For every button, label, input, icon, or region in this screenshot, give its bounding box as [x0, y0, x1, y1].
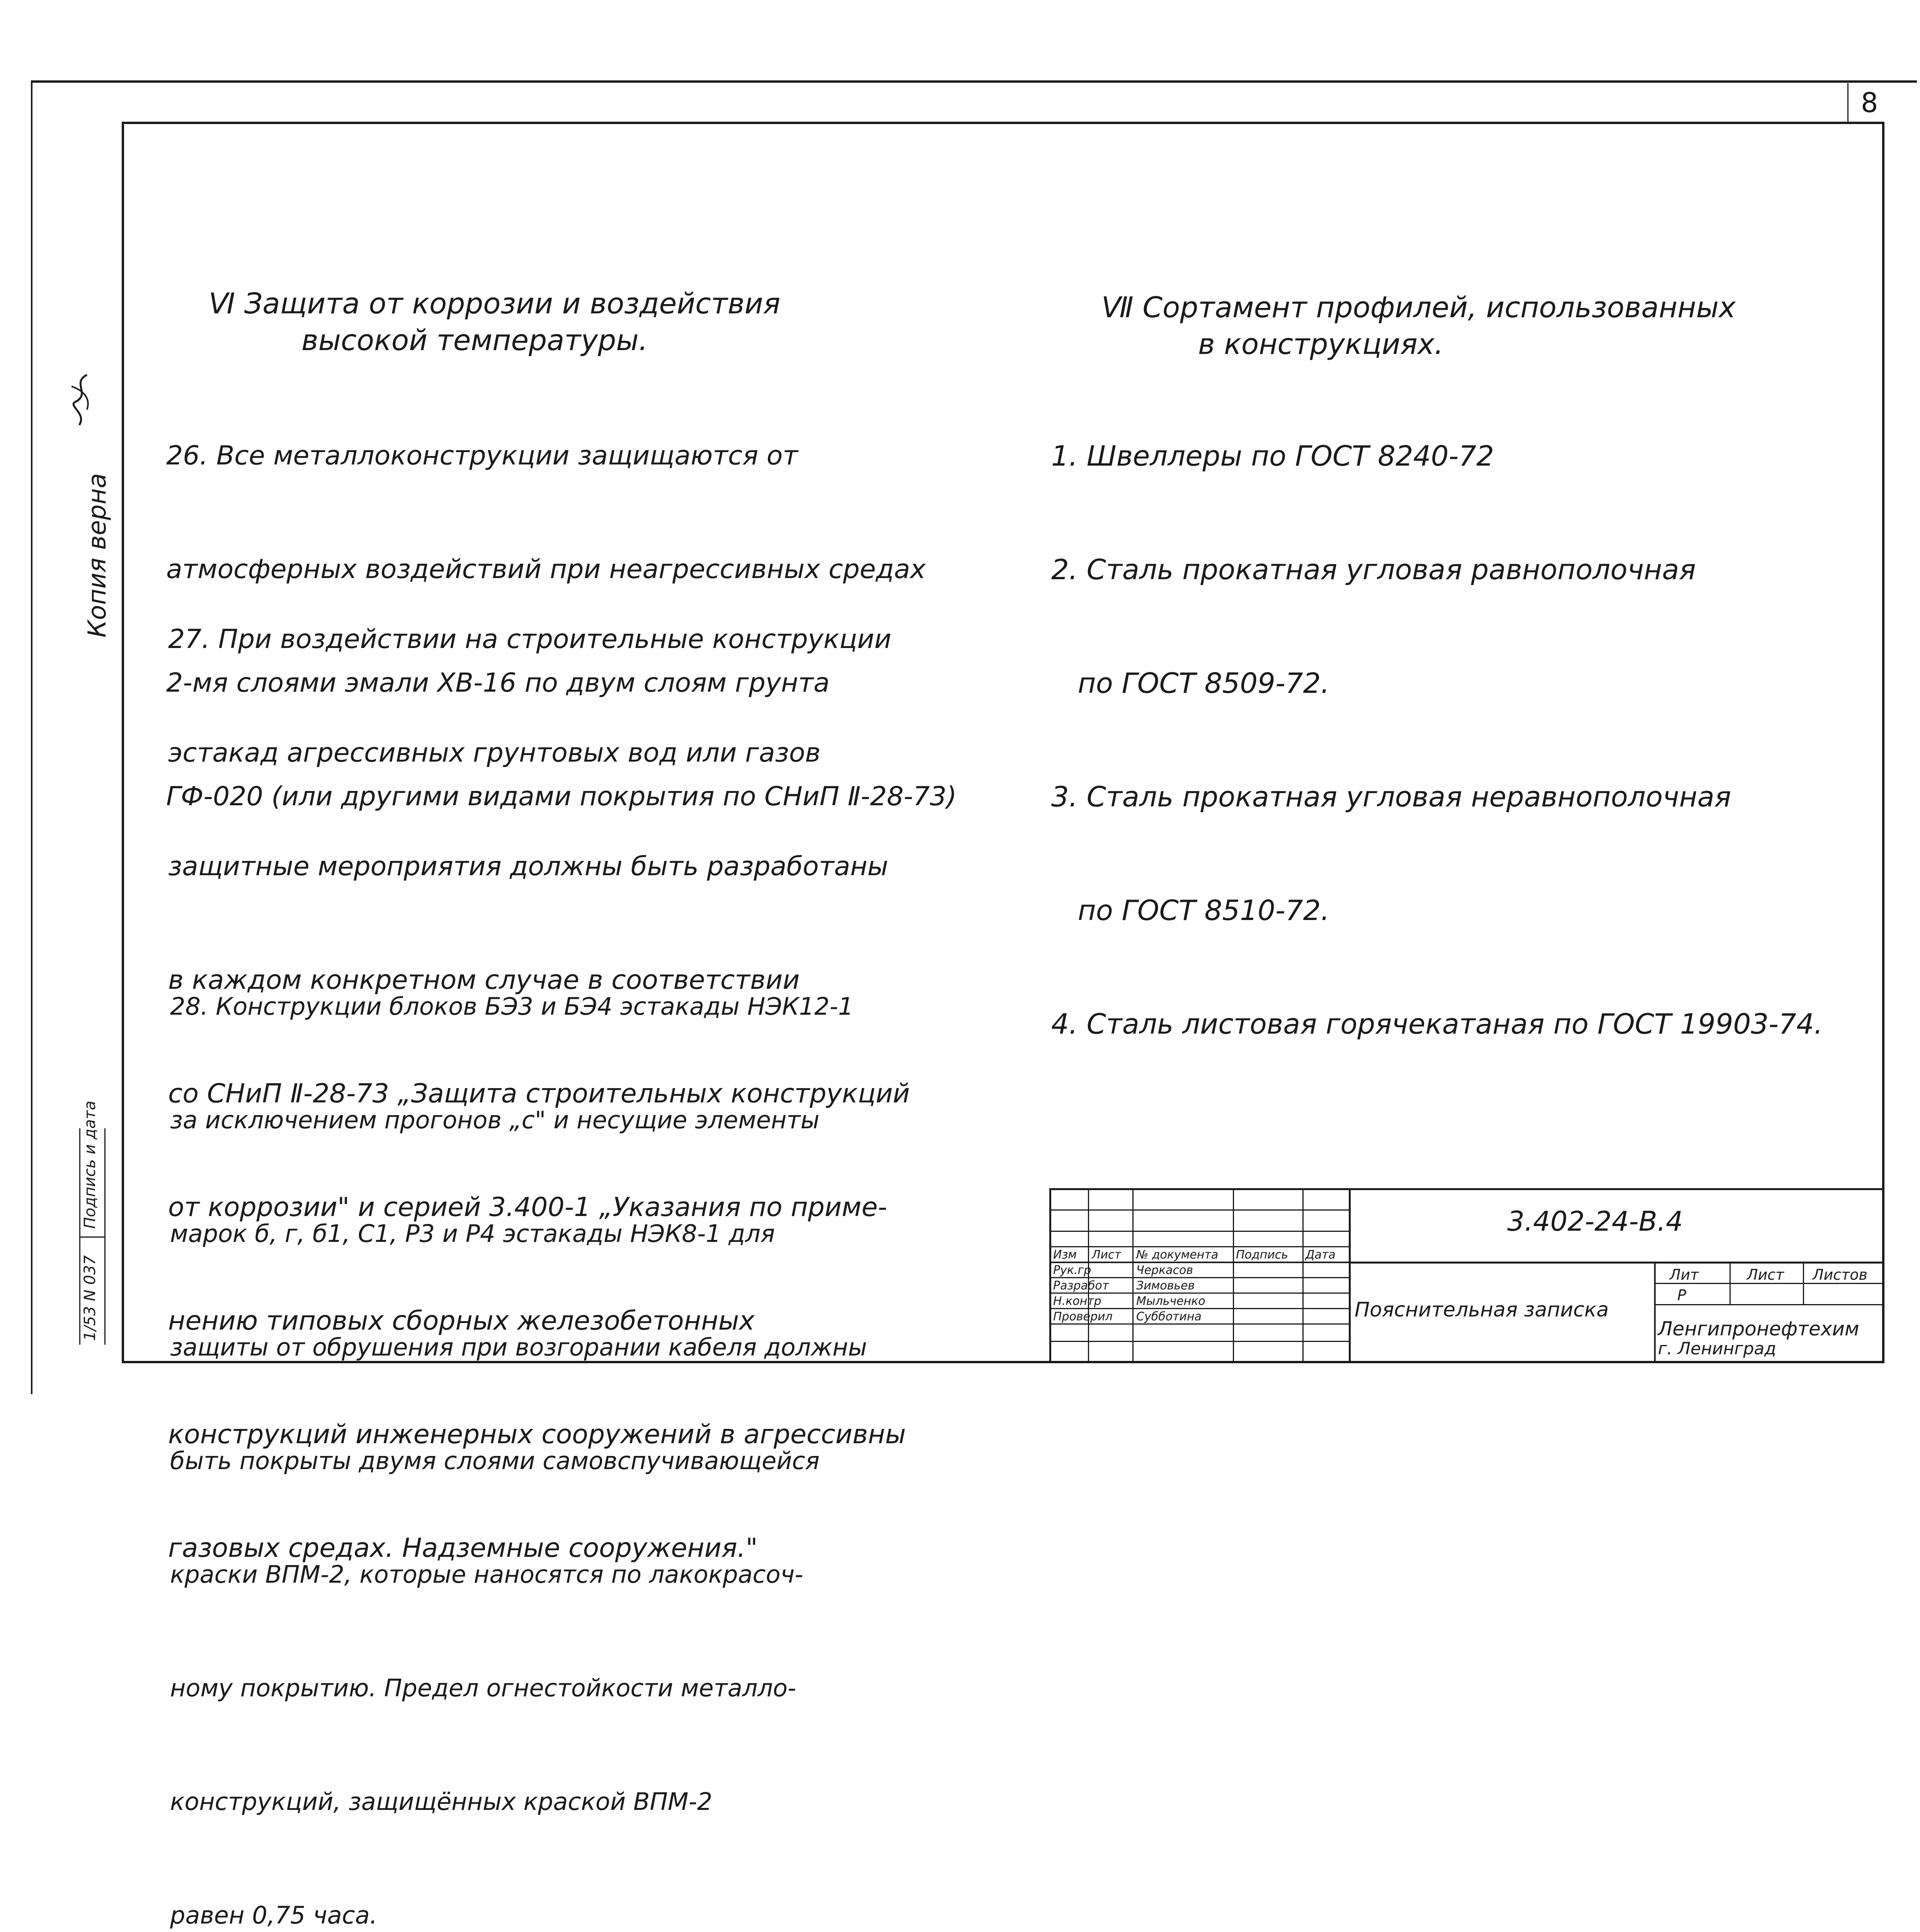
col-header-sheet: Лист — [1092, 1248, 1122, 1262]
role-name: Черкасов — [1136, 1264, 1193, 1277]
p27-line: эстакад агрессивных грунтовых вод или газов — [168, 738, 821, 768]
inner-right-border — [1882, 122, 1884, 1362]
role-name: Мыльченко — [1136, 1294, 1205, 1308]
p26-line: атмосферных воздействий при неагрессивных средах — [166, 554, 926, 585]
col-header-change: Изм — [1053, 1248, 1077, 1262]
p27-line: в каждом конкретном случае в соответствии — [168, 965, 800, 995]
outer-top-border — [31, 80, 1917, 83]
archive-signature-label: Подпись и дата — [81, 1100, 99, 1229]
role-label: Разработ — [1053, 1279, 1109, 1293]
inner-top-border — [122, 122, 1884, 124]
page-number-box — [1847, 83, 1849, 122]
p28-line: марок б, г, б1, С1, Р3 и Р4 эстакады НЭК8-1 для — [170, 1219, 775, 1248]
role-label: Рук.гр — [1053, 1264, 1091, 1277]
role-label: Н.контр — [1053, 1294, 1101, 1308]
col-header-doc: № документа — [1136, 1248, 1219, 1262]
p28-line: защиты от обрушения при возгорании кабеля должны — [170, 1333, 867, 1361]
p28-line: краски ВПМ-2, которые наносятся по лакокрасоч- — [170, 1560, 803, 1588]
archive-stamp-divider — [79, 1236, 104, 1238]
p28-line: 28. Конструкции блоков БЭ3 и БЭ4 эстакады НЭК12-1 — [170, 992, 854, 1020]
p26-line: 26. Все металлоконструкции защищаются от — [166, 440, 798, 471]
role-name: Субботина — [1136, 1310, 1202, 1323]
stage-header: Лит — [1670, 1266, 1699, 1283]
archive-number: 1/53 N 037 — [81, 1255, 99, 1341]
outer-left-border — [31, 80, 32, 1394]
archive-stamp-line-2 — [104, 1128, 106, 1345]
p28-line: за исключением прогонов „с" и несущие элементы — [170, 1106, 820, 1134]
p28-line: равен 0,75 часа. — [170, 1901, 378, 1929]
col-header-signature: Подпись — [1236, 1248, 1288, 1262]
org-city: г. Ленинград — [1658, 1339, 1776, 1359]
p26-line: ГФ-020 (или другими видами покрытия по СНиП Ⅱ-28-73) — [166, 781, 957, 812]
section7-title-line2: в конструкциях. — [1198, 328, 1444, 361]
p27-line: защитные мероприятия должны быть разработаны — [168, 851, 889, 882]
profile-item: по ГОСТ 8510-72. — [1051, 894, 1330, 927]
certified-copy-signature — [64, 371, 99, 429]
section6-title-line1: Ⅵ Защита от коррозии и воздействия — [209, 287, 781, 320]
p28-line: быть покрыты двумя слоями самовспучивающейся — [170, 1447, 820, 1475]
section6-title-line2: высокой температуры. — [301, 324, 648, 357]
role-label: Проверил — [1053, 1310, 1113, 1323]
stage-header: Листов — [1813, 1266, 1867, 1283]
inner-left-border — [122, 122, 124, 1362]
page-number: 8 — [1861, 87, 1878, 119]
profile-item: 2. Сталь прокатная угловая равнополочная — [1051, 553, 1696, 586]
profile-item: по ГОСТ 8509-72. — [1051, 667, 1330, 699]
doc-name: Пояснительная записка — [1355, 1298, 1609, 1321]
p28-line: ному покрытию. Предел огнестойкости металло- — [170, 1674, 797, 1702]
stage-value: Р — [1677, 1287, 1686, 1304]
p27-line: со СНиП Ⅱ-28-73 „Защита строительных конструкций — [168, 1078, 910, 1109]
certified-copy-note: Копия верна — [83, 473, 112, 638]
profile-item: 4. Сталь листовая горячекатаная по ГОСТ 19903-74. — [1051, 1008, 1823, 1040]
profile-list — [1051, 361, 1823, 1081]
p27-line: 27. При воздействии на строительные конструкции — [168, 624, 892, 655]
org-name: Ленгипронефтехим — [1658, 1318, 1859, 1340]
p27-line: конструкций инженерных сооружений в агрессивны — [168, 1419, 906, 1450]
p26-line: 2-мя слоями эмали ХВ-16 по двум слоям грунта — [166, 668, 830, 698]
profile-item: 1. Швеллеры по ГОСТ 8240-72 — [1051, 440, 1494, 472]
role-name: Зимовьев — [1136, 1279, 1195, 1293]
profile-item: 3. Сталь прокатная угловая неравнополочная — [1051, 781, 1731, 813]
col-header-date: Дата — [1306, 1248, 1336, 1262]
paragraph-28 — [170, 912, 867, 1932]
p27-line: газовых средах. Надземные сооружения." — [168, 1533, 758, 1563]
stage-header: Лист — [1747, 1266, 1784, 1283]
p27-line: нению типовых сборных железобетонных — [168, 1306, 755, 1336]
p28-line: конструкций, защищённых краской ВПМ-2 — [170, 1787, 713, 1816]
section7-title-line1: Ⅶ Сортамент профилей, использованных — [1101, 291, 1736, 324]
doc-code: 3.402-24-В.4 — [1507, 1206, 1683, 1237]
p27-line: от коррозии" и серией 3.400-1 „Указания по приме- — [168, 1192, 887, 1223]
